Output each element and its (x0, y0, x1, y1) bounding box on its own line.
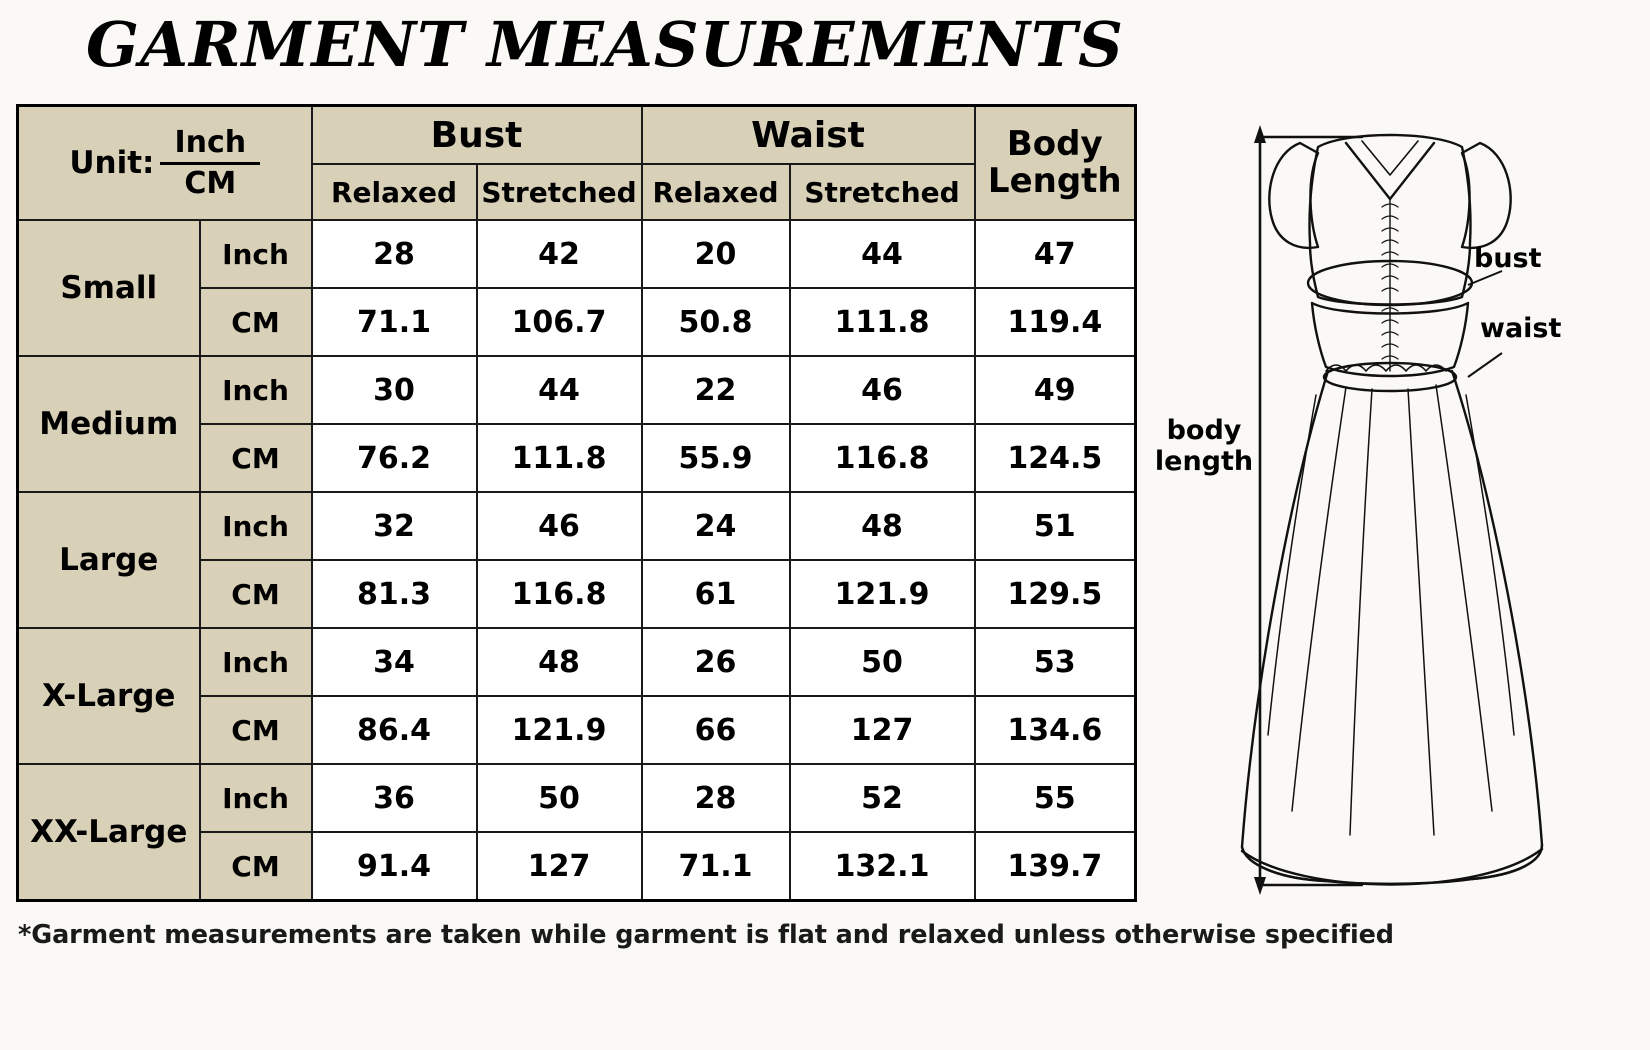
unit-header-cell (18, 106, 312, 221)
cell-small-inch-bust-relaxed: 28 (312, 220, 477, 288)
measurements-table-container (16, 104, 1134, 902)
cell-xlarge-cm-bust-relaxed: 86.4 (312, 696, 477, 764)
row-unit-cm: CM (200, 288, 312, 356)
cell-xlarge-cm-waist-stretched: 127 (790, 696, 975, 764)
size-label-large: Large (18, 492, 200, 628)
cell-medium-cm-bust-stretched: 111.8 (477, 424, 642, 492)
cell-xxlarge-inch-body-length: 55 (975, 764, 1136, 832)
table-row (18, 764, 1136, 832)
cell-medium-inch-waist-stretched: 46 (790, 356, 975, 424)
cell-small-cm-bust-stretched: 106.7 (477, 288, 642, 356)
cell-xlarge-inch-bust-relaxed: 34 (312, 628, 477, 696)
cell-xxlarge-cm-body-length: 139.7 (975, 832, 1136, 901)
cell-xxlarge-inch-bust-relaxed: 36 (312, 764, 477, 832)
row-unit-cm: CM (200, 560, 312, 628)
row-unit-cm: CM (200, 832, 312, 901)
cell-xxlarge-cm-waist-relaxed: 71.1 (642, 832, 790, 901)
cell-large-cm-body-length: 129.5 (975, 560, 1136, 628)
cell-small-cm-waist-relaxed: 50.8 (642, 288, 790, 356)
dress-diagram (1150, 95, 1640, 925)
sub-header-bust-stretched: Stretched (477, 164, 642, 220)
label-bust: bust (1474, 243, 1542, 274)
cell-small-cm-body-length: 119.4 (975, 288, 1136, 356)
cell-xlarge-inch-bust-stretched: 48 (477, 628, 642, 696)
cell-xxlarge-cm-bust-relaxed: 91.4 (312, 832, 477, 901)
cell-medium-cm-waist-relaxed: 55.9 (642, 424, 790, 492)
cell-xlarge-inch-body-length: 53 (975, 628, 1136, 696)
table-row (18, 220, 1136, 288)
footnote: *Garment measurements are taken while garment is flat and relaxed unless otherwise specified (18, 920, 1394, 950)
label-body-length-line1: body (1166, 415, 1242, 446)
table-row (18, 356, 1136, 424)
row-unit-inch: Inch (200, 220, 312, 288)
cell-xlarge-cm-body-length: 134.6 (975, 696, 1136, 764)
cell-medium-inch-bust-relaxed: 30 (312, 356, 477, 424)
cell-xxlarge-cm-bust-stretched: 127 (477, 832, 642, 901)
cell-large-inch-body-length: 51 (975, 492, 1136, 560)
size-label-small: Small (18, 220, 200, 356)
label-waist: waist (1480, 313, 1562, 344)
cell-medium-cm-body-length: 124.5 (975, 424, 1136, 492)
cell-small-inch-waist-stretched: 44 (790, 220, 975, 288)
cell-medium-cm-waist-stretched: 116.8 (790, 424, 975, 492)
cell-medium-inch-waist-relaxed: 22 (642, 356, 790, 424)
table-header-row-groups (18, 106, 1136, 165)
sub-header-waist-stretched: Stretched (790, 164, 975, 220)
cell-large-inch-bust-relaxed: 32 (312, 492, 477, 560)
cell-small-inch-waist-relaxed: 20 (642, 220, 790, 288)
cell-large-cm-bust-relaxed: 81.3 (312, 560, 477, 628)
cell-medium-inch-bust-stretched: 44 (477, 356, 642, 424)
sub-header-bust-relaxed: Relaxed (312, 164, 477, 220)
sub-header-waist-relaxed: Relaxed (642, 164, 790, 220)
cell-large-cm-waist-stretched: 121.9 (790, 560, 975, 628)
cell-small-cm-waist-stretched: 111.8 (790, 288, 975, 356)
cell-small-inch-body-length: 47 (975, 220, 1136, 288)
cell-xxlarge-inch-waist-stretched: 52 (790, 764, 975, 832)
cell-large-cm-waist-relaxed: 61 (642, 560, 790, 628)
cell-xlarge-cm-bust-stretched: 121.9 (477, 696, 642, 764)
unit-cm-label: CM (184, 165, 237, 201)
unit-label: Unit: (69, 145, 155, 181)
size-label-medium: Medium (18, 356, 200, 492)
cell-large-inch-bust-stretched: 46 (477, 492, 642, 560)
cell-small-inch-bust-stretched: 42 (477, 220, 642, 288)
cell-xxlarge-inch-waist-relaxed: 28 (642, 764, 790, 832)
cell-large-inch-waist-stretched: 48 (790, 492, 975, 560)
cell-medium-inch-body-length: 49 (975, 356, 1136, 424)
cell-medium-cm-bust-relaxed: 76.2 (312, 424, 477, 492)
cell-xxlarge-cm-waist-stretched: 132.1 (790, 832, 975, 901)
row-unit-cm: CM (200, 696, 312, 764)
cell-xxlarge-inch-bust-stretched: 50 (477, 764, 642, 832)
row-unit-inch: Inch (200, 492, 312, 560)
table-row (18, 628, 1136, 696)
dress-illustration-svg (1150, 95, 1640, 925)
cell-xlarge-cm-waist-relaxed: 66 (642, 696, 790, 764)
measurements-table (16, 104, 1137, 902)
size-label-x-large: X-Large (18, 628, 200, 764)
group-header-waist: Waist (642, 106, 975, 165)
row-unit-inch: Inch (200, 628, 312, 696)
cell-large-inch-waist-relaxed: 24 (642, 492, 790, 560)
cell-xlarge-inch-waist-relaxed: 26 (642, 628, 790, 696)
page-title: GARMENT MEASUREMENTS (86, 8, 1124, 81)
row-unit-inch: Inch (200, 764, 312, 832)
row-unit-cm: CM (200, 424, 312, 492)
group-header-bust: Bust (312, 106, 642, 165)
cell-xlarge-inch-waist-stretched: 50 (790, 628, 975, 696)
label-body-length (1154, 415, 1254, 477)
unit-inch-label: Inch (160, 127, 260, 165)
cell-small-cm-bust-relaxed: 71.1 (312, 288, 477, 356)
table-row (18, 492, 1136, 560)
size-label-xx-large: XX-Large (18, 764, 200, 901)
label-body-length-line2: length (1154, 446, 1254, 478)
group-header-body-length: Body Length (975, 106, 1136, 221)
cell-large-cm-bust-stretched: 116.8 (477, 560, 642, 628)
row-unit-inch: Inch (200, 356, 312, 424)
